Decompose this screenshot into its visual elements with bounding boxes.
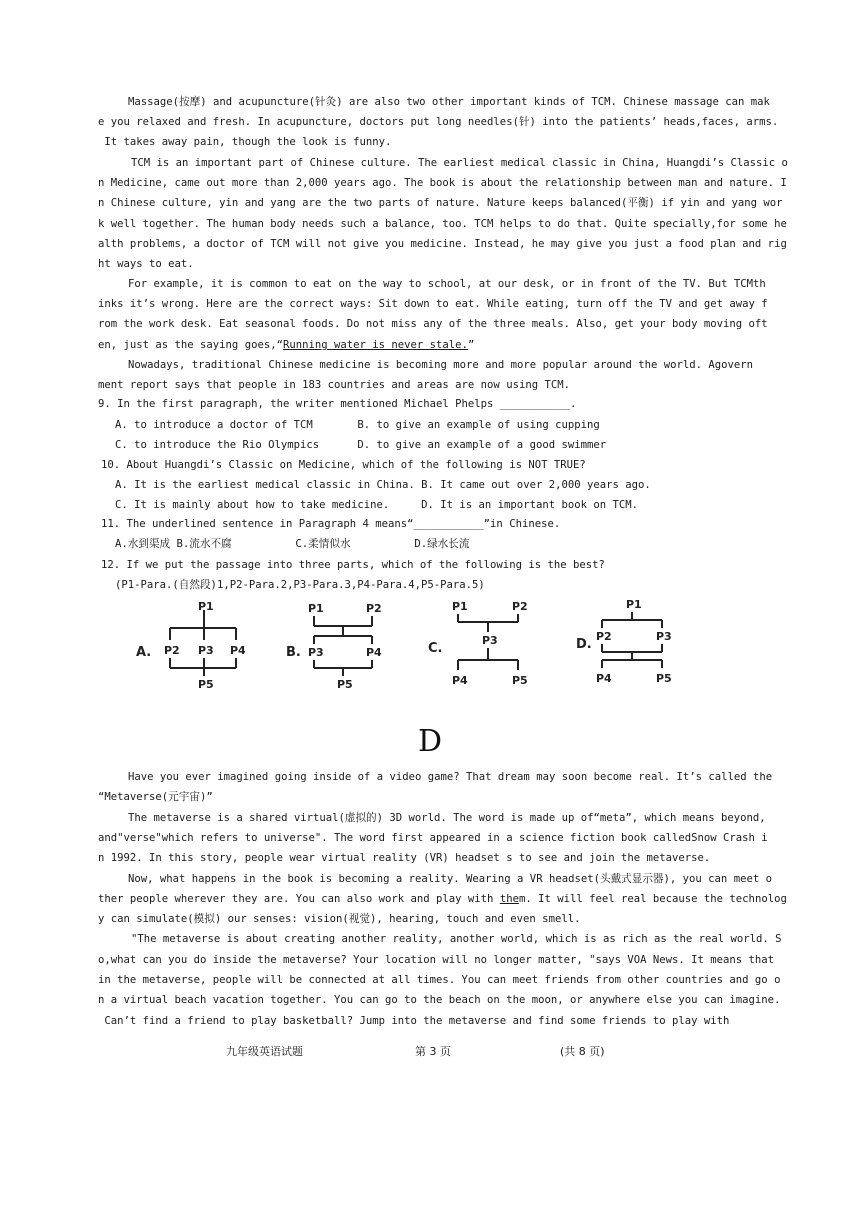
question-9-options-1: A. to introduce a doctor of TCM B. to give an example of using cupping bbox=[115, 419, 600, 431]
footer-page-number: 第 3 页 bbox=[415, 1045, 451, 1058]
question-10-stem: 10. About Huangdi’s Classic on Medicine, which of the following is NOT TRUE? bbox=[101, 459, 586, 471]
diagram-d-label: D. bbox=[576, 637, 592, 652]
diagram-a-label: A. bbox=[136, 645, 152, 660]
para-quote-line-2: o,what can you do inside the metaverse? Your location will no longer matter, "says VOA News. It means that bbox=[98, 954, 775, 966]
para-example-line-4 bbox=[98, 338, 474, 352]
question-12-note: (P1-Para.(自然段)1,P2-Para.2,P3-Para.3,P4-Para.4,P5-Para.5) bbox=[115, 579, 485, 591]
para-now-line-2 bbox=[98, 892, 787, 906]
para-massage-line-3: It takes away pain, though the look is funny. bbox=[98, 136, 392, 148]
diagram-b-p5: P5 bbox=[337, 678, 353, 691]
question-12-stem: 12. If we put the passage into three parts, which of the following is the best? bbox=[101, 559, 605, 571]
para-quote-line-1: "The metaverse is about creating another reality, another world, which is as rich as the real world. S bbox=[131, 933, 782, 945]
para-shared-line-3: n 1992. In this story, people wear virtual reality (VR) headset s to see and join the metaverse. bbox=[98, 852, 711, 864]
para-quote-line-5: Can’t find a friend to play basketball? Jump into the metaverse and find some friends to play with bbox=[98, 1015, 730, 1027]
question-9-stem: 9. In the first paragraph, the writer mentioned Michael Phelps ___________. bbox=[98, 398, 577, 410]
para-now-line-3: y can simulate(模拟) our senses: vision(视觉), hearing, touch and even smell. bbox=[98, 913, 581, 925]
diagram-d-p4: P4 bbox=[596, 672, 612, 685]
diagram-c-p2: P2 bbox=[512, 600, 528, 613]
para-culture-line-5: alth problems, a doctor of TCM will not give you medicine. Instead, he may give you just a food plan and rig bbox=[98, 238, 787, 250]
diagram-option-d bbox=[576, 598, 672, 685]
section-d-heading: D bbox=[418, 724, 443, 759]
underlined-the: the bbox=[499, 893, 519, 905]
para-quote-line-3: in the metaverse, people will be connected at all times. You can meet friends from other countries and go o bbox=[98, 974, 781, 986]
para-culture-line-2: n Medicine, came out more than 2,000 years ago. The book is about the relationship between man and nature. I bbox=[98, 177, 787, 189]
para-nowadays-line-2: ment report says that people in 183 countries and areas are now using TCM. bbox=[98, 379, 570, 391]
para-example-line-1: For example, it is common to eat on the way to school, at our desk, or in front of the TV. But TCMth bbox=[128, 278, 766, 290]
diagram-b-label: B. bbox=[286, 645, 301, 660]
para-culture-line-3: n Chinese culture, yin and yang are the two parts of nature. Nature keeps balanced(平衡) if yin and yang wor bbox=[98, 197, 783, 209]
para-massage-line-2: e you relaxed and fresh. In acupuncture, doctors put long needles(针) into the patients’ heads,faces, arms. bbox=[98, 116, 779, 128]
diagram-a-p3: P3 bbox=[198, 644, 214, 657]
diagram-d-p2: P2 bbox=[596, 630, 612, 643]
diagram-b-p2: P2 bbox=[366, 602, 382, 615]
footer-total-pages: (共 8 页) bbox=[560, 1045, 605, 1058]
diagram-b-p3: P3 bbox=[308, 646, 324, 659]
diagram-c-p5: P5 bbox=[512, 674, 528, 687]
para-now-line-2-prefix: ther people wherever they are. You can also work and play with bbox=[98, 893, 500, 905]
diagram-c-label: C. bbox=[428, 641, 443, 656]
diagram-option-a bbox=[136, 600, 246, 691]
diagram-c-p3: P3 bbox=[482, 634, 498, 647]
diagram-a-p4: P4 bbox=[230, 644, 246, 657]
para-video-line-1: Have you ever imagined going inside of a video game? That dream may soon become real. It’s called the bbox=[128, 771, 773, 783]
diagram-d-p3: P3 bbox=[656, 630, 672, 643]
para-example-suffix: ” bbox=[467, 339, 475, 351]
diagram-b-p4: P4 bbox=[366, 646, 382, 659]
diagram-a-p1: P1 bbox=[198, 600, 214, 613]
diagram-d-p1: P1 bbox=[626, 598, 642, 611]
para-quote-line-4: n a virtual beach vacation together. You can go to the beach on the moon, or anywhere else you can imagine. bbox=[98, 994, 781, 1006]
para-video-line-2: “Metaverse(元宇宙)” bbox=[98, 791, 213, 803]
para-massage-line-1: Massage(按摩) and acupuncture(针灸) are also two other important kinds of TCM. Chinese massage can mak bbox=[128, 96, 770, 108]
para-example-line-2: inks it’s wrong. Here are the correct ways: Sit down to eat. While eating, turn off the TV and get away f bbox=[98, 298, 768, 310]
diagram-a-p2: P2 bbox=[164, 644, 180, 657]
diagram-b-p1: P1 bbox=[308, 602, 324, 615]
para-example-line-3: rom the work desk. Eat seasonal foods. Do not miss any of the three meals. Also, get your body moving oft bbox=[98, 318, 768, 330]
question-10-options-2: C. It is mainly about how to take medicine. D. It is an important book on TCM. bbox=[115, 499, 638, 511]
para-now-line-1: Now, what happens in the book is becoming a reality. Wearing a VR headset(头戴式显示器), you can meet o bbox=[128, 873, 772, 885]
diagram-option-b bbox=[286, 602, 382, 691]
diagram-c-p1: P1 bbox=[452, 600, 468, 613]
para-shared-line-2: and"verse"which refers to universe". The word first appeared in a science fiction book calledSnow Crash i bbox=[98, 832, 768, 844]
para-shared-line-1: The metaverse is a shared virtual(虚拟的) 3D world. The word is made up of“meta”, which means beyond, bbox=[128, 812, 766, 824]
para-culture-line-6: ht ways to eat. bbox=[98, 258, 194, 270]
question-11-options: A.水到渠成 B.流水不腐 C.柔情似水 D.绿水长流 bbox=[115, 538, 470, 550]
para-example-prefix: en, just as the saying goes,“ bbox=[98, 339, 283, 351]
underlined-saying: Running water is never stale. bbox=[282, 339, 468, 351]
para-nowadays-line-1: Nowadays, traditional Chinese medicine is becoming more and more popular around the world. Agovern bbox=[128, 359, 754, 371]
diagram-d-p5: P5 bbox=[656, 672, 672, 685]
question-9-options-2: C. to introduce the Rio Olympics D. to give an example of a good swimmer bbox=[115, 439, 607, 451]
para-now-line-2-suffix: m. It will feel real because the technolog bbox=[518, 893, 787, 905]
diagram-a-p5: P5 bbox=[198, 678, 214, 691]
para-culture-line-1: TCM is an important part of Chinese culture. The earliest medical classic in China, Huangdi’s Classic o bbox=[131, 157, 788, 169]
footer-title: 九年级英语试题 bbox=[226, 1045, 303, 1058]
structure-diagrams bbox=[128, 596, 688, 696]
question-11-stem: 11. The underlined sentence in Paragraph 4 means“___________”in Chinese. bbox=[101, 518, 561, 530]
diagram-c-p4: P4 bbox=[452, 674, 468, 687]
diagram-option-c bbox=[428, 600, 528, 687]
question-10-options-1: A. It is the earliest medical classic in China. B. It came out over 2,000 years ago. bbox=[115, 479, 651, 491]
para-culture-line-4: k well together. The human body needs such a balance, too. TCM helps to do that. Quite specially,for some he bbox=[98, 218, 787, 230]
